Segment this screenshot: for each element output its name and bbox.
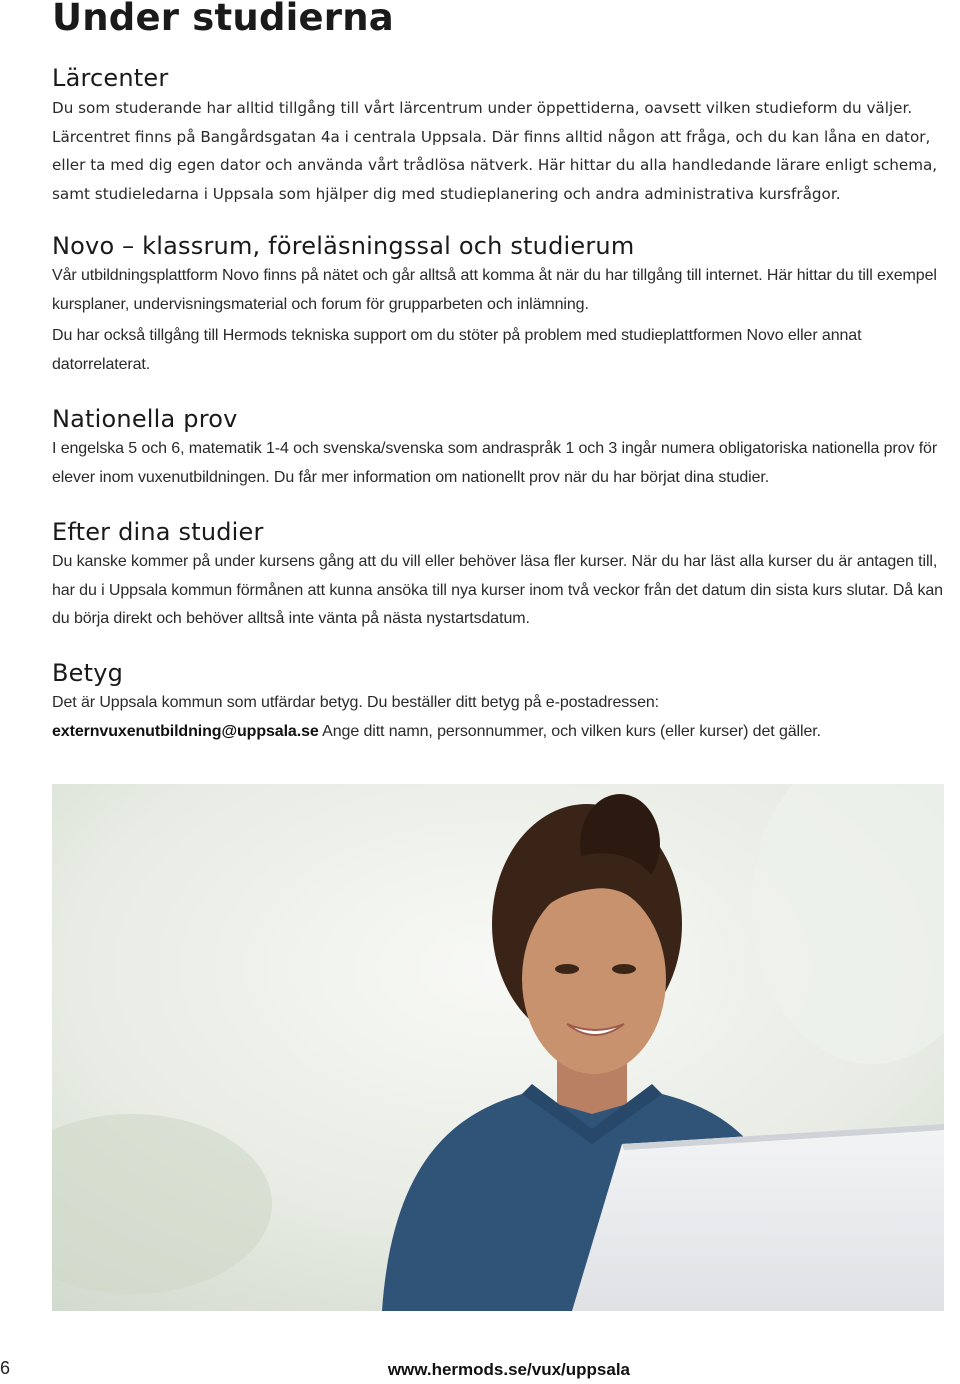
section-heading: Efter dina studier	[52, 518, 264, 546]
page-number: 6	[0, 1358, 11, 1378]
section-text: Du som studerande har alltid tillgång till vårt lärcentrum under öppettiderna, oavsett vilken studieform du väljer. Lärcentret finns på Bangårdsgatan 4a i centrala Uppsala. Där finns alltid någon att fråga, och du kan låna en dator, eller ta med dig egen dator och använda vårt trådlösa nätverk. Här hittar du alla handledande lärare enligt schema, samt studieledarna i Uppsala som hjälper dig med studieplanering och andra administrativa kursfrågor.	[52, 99, 938, 203]
section-heading: Novo – klassrum, föreläsningssal och studierum	[52, 232, 635, 260]
section-text: Du har också tillgång till Hermods tekniska support om du stöter på problem med studieplattformen Novo eller annat datorrelaterat.	[52, 327, 862, 373]
betyg-instructions: Ange ditt namn, personnummer, och vilken kurs (eller kurser) det gäller.	[318, 722, 821, 740]
betyg-text: Det är Uppsala kommun som utfärdar betyg. Du beställer ditt betyg på e-postadressen:	[52, 694, 660, 711]
section-larcenter	[52, 62, 944, 208]
page-title: Under studierna	[52, 0, 394, 39]
section-novo	[52, 230, 944, 379]
section-text	[52, 689, 944, 746]
section-nationella-prov	[52, 403, 944, 492]
laptop-shape	[572, 1124, 944, 1311]
section-text: I engelska 5 och 6, matematik 1-4 och svenska/svenska som andraspråk 1 och 3 ingår numera obligatoriska nationella prov för elever inom vuxenutbildningen. Du får mer information om nationellt prov när du har börjat dina studier.	[52, 440, 938, 486]
section-efter-dina-studier	[52, 516, 944, 634]
section-betyg	[52, 657, 944, 746]
student-illustration	[52, 784, 944, 1311]
face-shape	[522, 884, 666, 1074]
student-photo	[52, 784, 944, 1311]
section-text: Du kanske kommer på under kursens gång att du vill eller behöver läsa fler kurser. När du har läst alla kurser du är antagen till, har du i Uppsala kommun förmånen att kunna ansöka till nya kurser inom två veckor från det datum din sista kurs slutar. Då kan du börja direkt och behöver alltså inte vänta på nästa nystartsdatum.	[52, 553, 943, 627]
section-heading: Betyg	[52, 659, 124, 687]
section-text: Vår utbildningsplattform Novo finns på nätet och går alltså att komma åt när du har tillgång till internet. Här hittar du till exempel kursplaner, undervisningsmaterial och forum för grupparbeten och inlämning.	[52, 267, 937, 313]
email-address: externvuxenutbildning@uppsala.se	[52, 722, 319, 740]
footer-url[interactable]: www.hermods.se/vux/uppsala	[387, 1360, 630, 1379]
section-heading: Lärcenter	[52, 64, 169, 92]
section-heading: Nationella prov	[52, 405, 238, 433]
